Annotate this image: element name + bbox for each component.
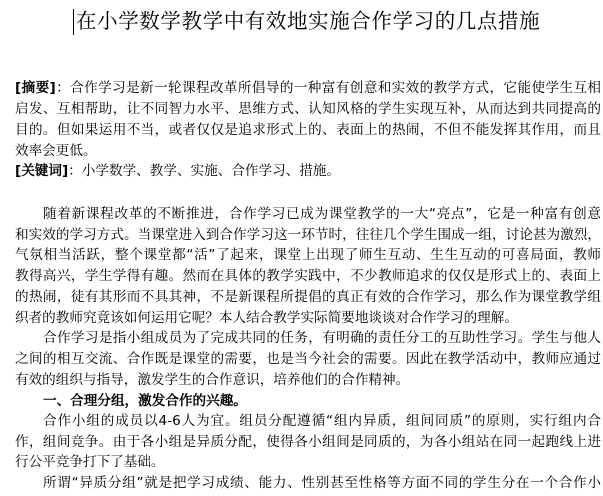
abstract-line-4: 效率会更低。 [15,143,97,159]
abstract-label: [摘要] [15,80,56,96]
body-line-11: 合作小组的成员以4-6人为宜。组员分配遵循“组内异质，组间同质”的原则，实行组内合 [43,413,601,429]
body-line-6: 织者的教师究竟该如何运用它呢？本人结合教学实际简要地谈谈对合作学习的理解。 [15,310,518,326]
body-line-8: 之间的相互交流、合作既是课堂的需要，也是当今社会的需要。因此在教学活动中，教师应通过 [15,351,601,367]
keywords-text: ：小学数学、教学、实施、合作学习、措施。 [68,163,341,179]
text-cursor [73,9,74,35]
body-line-9: 有效的组织与指导，激发学生的合作意识，培养他们的合作精神。 [15,372,410,388]
keywords-line [15,162,601,181]
body-line-5: 的热闹，徒有其形而不具其神，不是新课程所提倡的真正有效的合作学习，那么作为课堂教学组 [15,289,601,305]
body-line-2: 和实效的学习方式。当课堂进入到合作学习这一环节时，往往几个学生围成一组，讨论甚为激烈， [15,227,601,243]
section-heading-1: 一、合理分组，激发合作的兴趣。 [43,393,247,409]
abstract-text: ：合作学习是新一轮课程改革所倡导的一种富有创意和实效的教学方式，它能使学生互相 [55,80,601,96]
article-title: 在小学数学教学中有效地实施合作学习的几点措施 [76,9,541,33]
body-line-14: 所谓“异质分组”就是把学习成绩、能力、性别甚至性格等方面不同的学生分在一个合作小 [43,475,601,491]
body-line-4: 教得高兴，学生学得有趣。然而在具体的教学实践中，不少教师追求的仅仅是形式上的、表面上 [15,268,601,284]
body-line-1: 随着新课程改革的不断推进，合作学习已成为课堂教学的一大“亮点”，它是一种富有创意 [43,206,601,222]
abstract-line-3: 目的。但如果运用不当，或者仅仅是追求形式上的、表面上的热闹，不但不能发挥其作用，而且 [15,122,601,138]
keywords-label: [关键词] [15,163,69,179]
body-line-3: 气氛相当活跃，整个课堂都“活”了起来，课堂上出现了师生互动、生生互动的可喜局面，教师 [15,247,601,263]
abstract-line-2: 启发、互相帮助，让不同智力水平、思维方式、认知风格的学生实现互补，从而达到共同提高的 [15,101,601,117]
body-line-7: 合作学习是指小组成员为了完成共同的任务，有明确的责任分工的互助性学习。学生与他人 [43,330,601,346]
body-line-13: 行公平竞争打下了基础。 [15,454,165,470]
body-line-12: 作，组间竞争。由于各小组是异质分配，使得各小组间是同质的，为各小组站在同一起跑线上进 [15,434,601,450]
abstract-line-1 [15,79,601,98]
